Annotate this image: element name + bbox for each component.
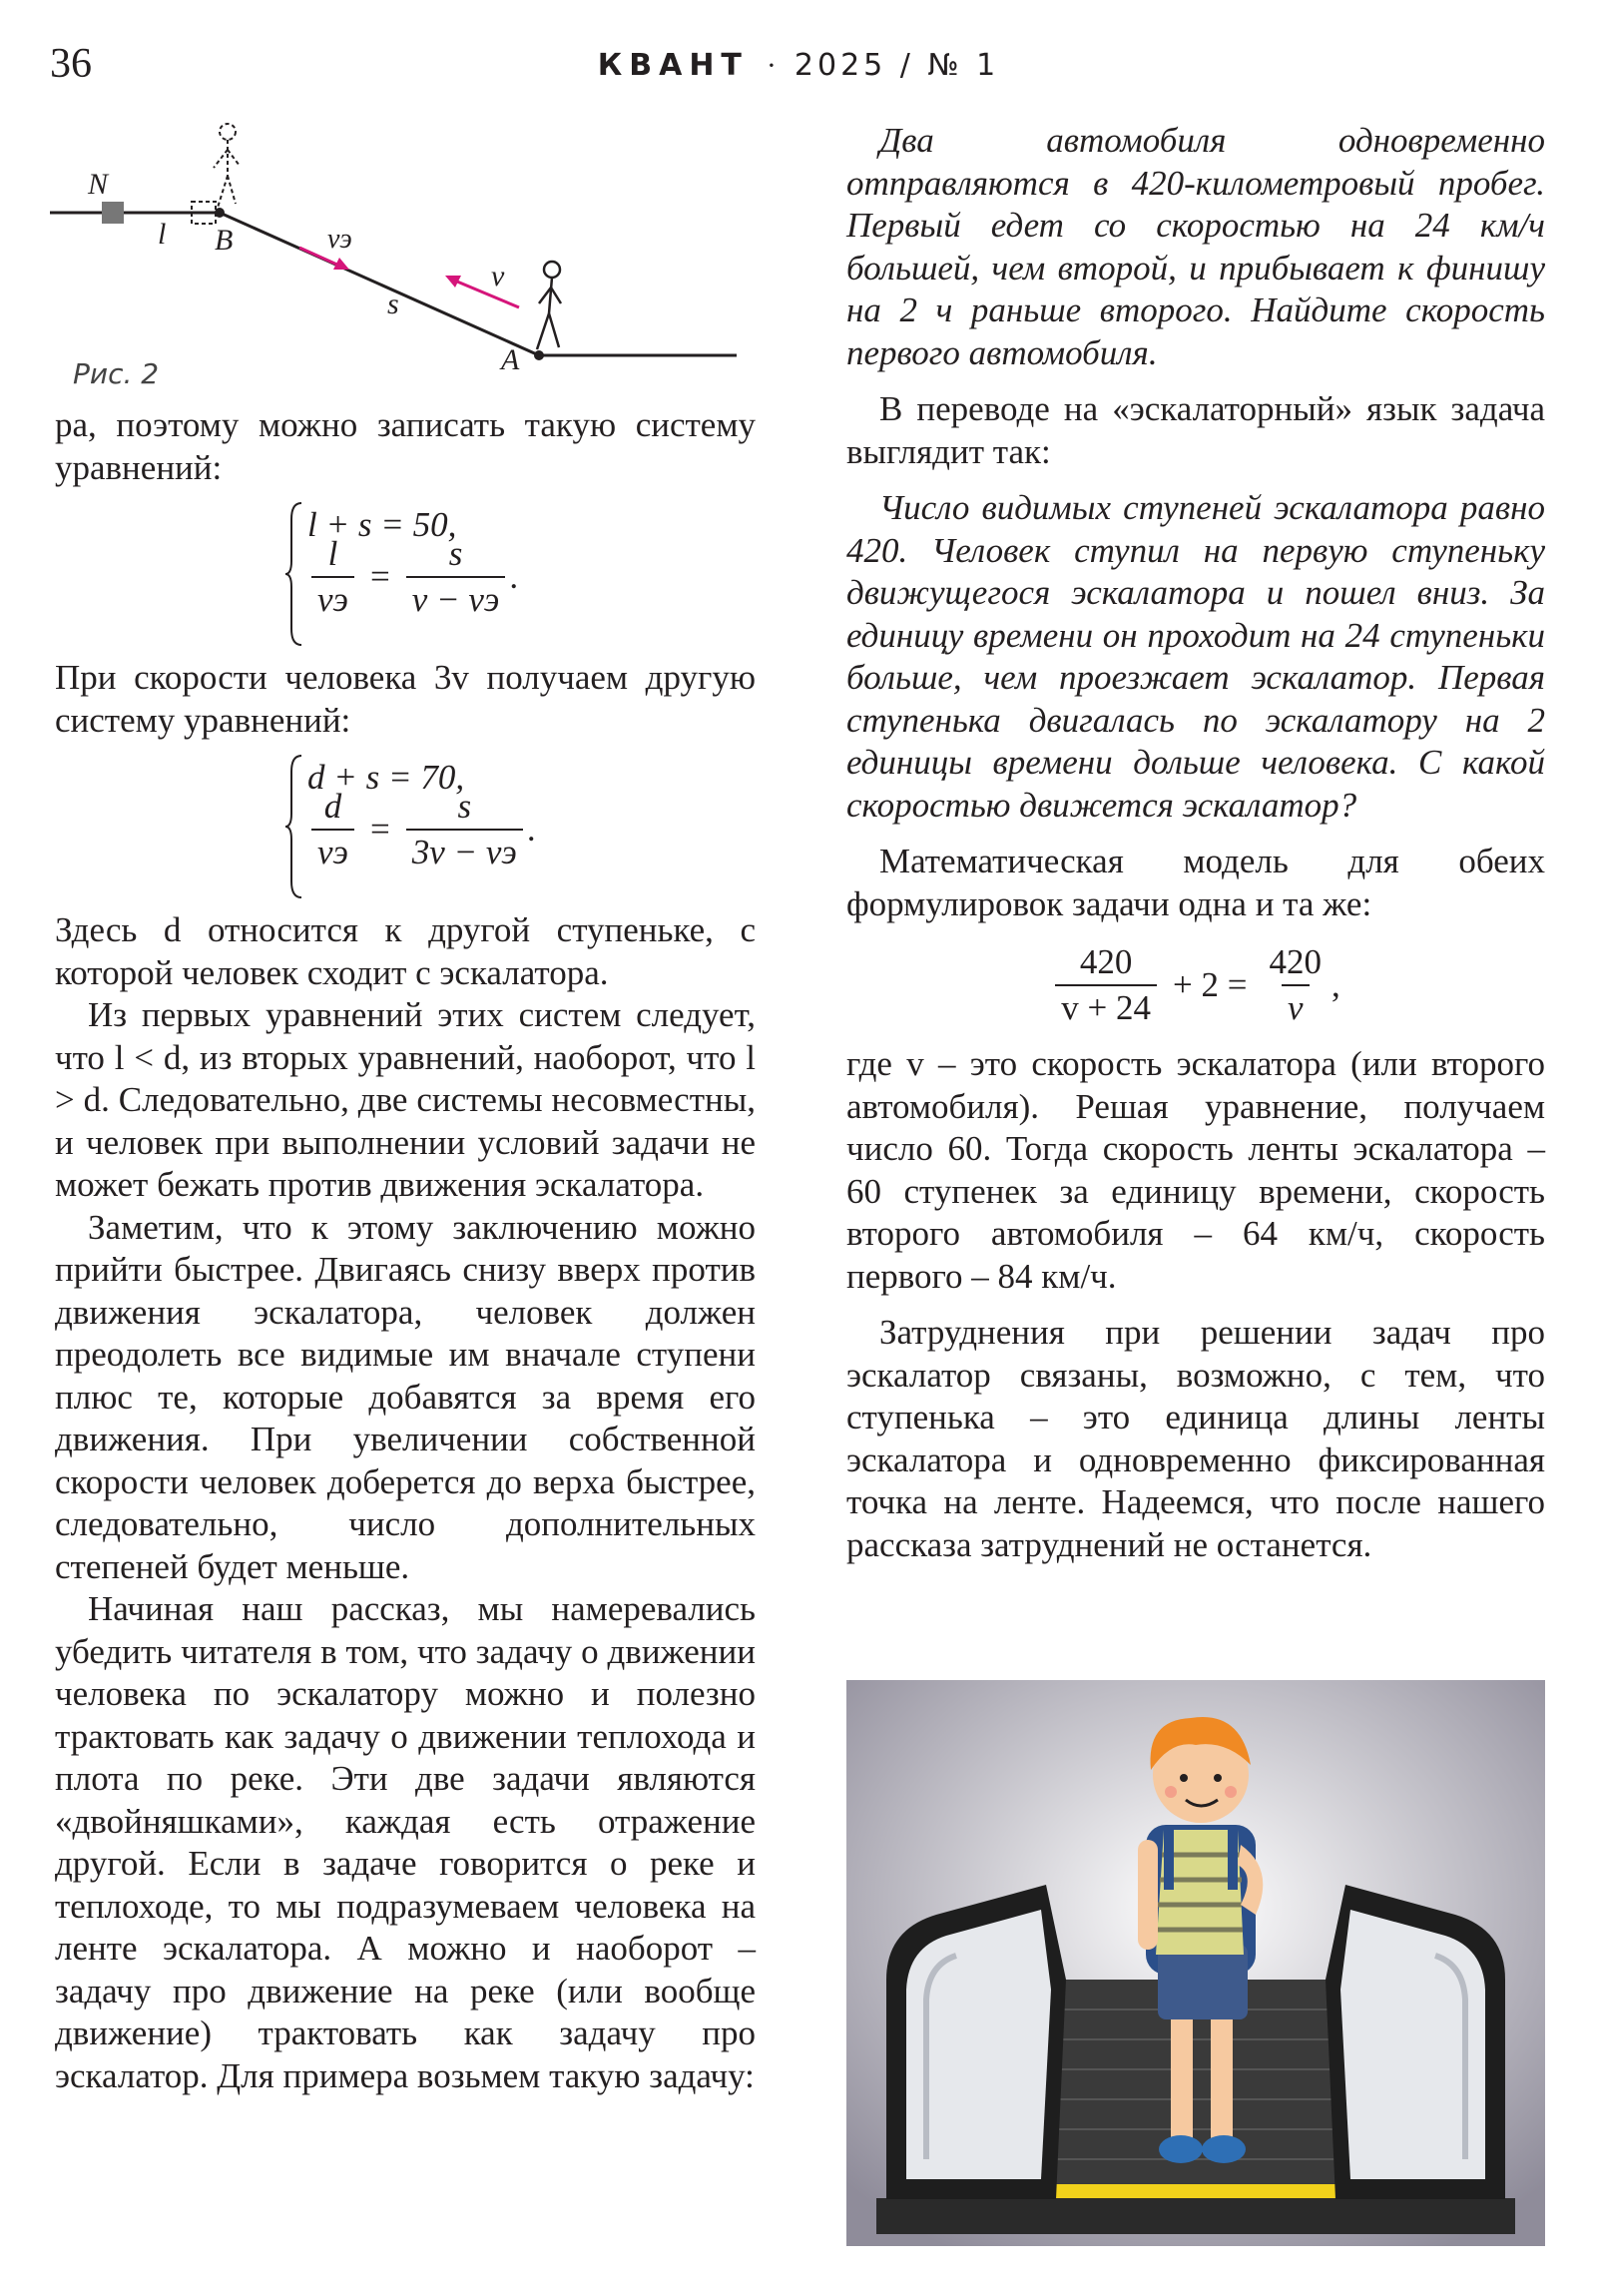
- landing-plate: [876, 2198, 1515, 2234]
- paragraph: Заметим, что к этому заключению можно прийти быстрее. Двигаясь снизу вверх против движения эскалатора, человек должен преодолеть все видимые им вначале ступени плюс те, которые добавятся за время его движения. При увеличении собственной скорости человек доберется до верха быстрее, следовательно, число дополнительных степеней будет меньше.: [55, 1207, 756, 1586]
- equation-system-2: d + s = 70, $\frac{d}{vэ}$ = $\frac{s}{3v - vэ}$ .: [285, 752, 525, 901]
- paragraph: ра, поэтому можно записать такую систему уравнений:: [55, 405, 756, 487]
- escalator-boy-illustration: [846, 1680, 1545, 2246]
- escalator-problem-statement: Число видимых ступеней эскалатора равно 420. Человек ступил на первую ступеньку движущегося эскалатора и пошел вниз. За единицу времени он проходит на 24 ступеньки больше, чем проезжает эскалатор. Первая ступенька двигалась по эскалатору на 2 единицы времени дольше человека. С какой скоростью движется эскалатор?: [846, 488, 1545, 825]
- right-column: [846, 120, 1545, 1566]
- running-header: [0, 48, 1597, 83]
- fraction: $\frac{420}{v + 24}$: [1055, 940, 1157, 1030]
- step-box-n: [102, 202, 124, 224]
- magazine-title: КВАНТ: [597, 48, 749, 83]
- label-n: N: [88, 168, 109, 201]
- label-v-escalator: vэ: [327, 224, 352, 255]
- paragraph: где v – это скорость эскалатора (или второго автомобиля). Решая уравнение, получаем число 60. Тогда скорость ленты эскалатора – 60 ступенек за единицу времени, скорость второго автомобиля – 64 км/ч, скорость первого – 84 км/ч.: [846, 1044, 1545, 1296]
- fraction: $\frac{l}{vэ}$: [311, 532, 354, 622]
- fraction: $\frac{d}{vэ}$: [311, 785, 354, 874]
- fraction: $\frac{s}{v - vэ}$: [406, 532, 506, 622]
- figure-2-escalator-diagram: [50, 118, 749, 387]
- fraction: $\frac{s}{3v - vэ}$: [406, 785, 523, 874]
- equation-line: l + s = 50,: [307, 504, 457, 544]
- paragraph: При скорости человека 3v получаем другую систему уравнений:: [55, 658, 756, 740]
- equation-system-1: l + s = 50, $\frac{l}{vэ}$ = $\frac{s}{v - vэ}$ .: [285, 499, 525, 649]
- walking-person-icon: [537, 262, 561, 349]
- label-b: B: [215, 224, 234, 257]
- paragraph: Затруднения при решении задач про эскалатор связаны, возможно, с тем, что ступенька – это единица длины ленты эскалатора и одновременно фиксированная точка на ленте. Надеемся, что после нашего рассказа затруднений не останется.: [846, 1313, 1545, 1564]
- label-v: v: [491, 260, 505, 292]
- point-b: [215, 208, 225, 218]
- page-number: 36: [50, 41, 92, 87]
- header-separator: ·: [766, 49, 777, 82]
- brace-icon: [285, 499, 303, 649]
- paragraph: Из первых уравнений этих систем следует, что l < d, из вторых уравнений, наоборот, что l > d. Следовательно, две системы несовместны, и человек при выполнении условий задачи не может бежать против движения эскалатора.: [55, 995, 756, 1204]
- label-a: A: [501, 343, 520, 376]
- paragraph: Здесь d относится к другой ступеньке, с которой человек сходит с эскалатора.: [55, 910, 756, 992]
- dashed-person-icon: [214, 124, 240, 208]
- problem-statement: Два автомобиля одновременно отправляются в 420-километровый пробег. Первый едет со скоростью на 24 км/ч большей, чем второй, и прибывает к финишу на 2 ч раньше второго. Найдите скорость первого автомобиля.: [846, 121, 1545, 372]
- person-velocity-arrow: [445, 276, 519, 307]
- label-s: s: [387, 287, 399, 320]
- issue-number: 2025 / № 1: [794, 48, 1000, 83]
- equation-line: d + s = 70,: [307, 757, 465, 797]
- brace-icon: [285, 752, 303, 901]
- figure-caption: Рис. 2: [73, 357, 160, 390]
- paragraph: В переводе на «эскалаторный» язык задача выглядит так:: [846, 389, 1545, 471]
- point-a: [534, 350, 544, 360]
- left-column: [55, 404, 756, 2097]
- paragraph: Математическая модель для обеих формулировок задачи одна и та же:: [846, 842, 1545, 923]
- paragraph: Начиная наш рассказ, мы намеревались убедить читателя в том, что задачу о движении человека по эскалатору можно и полезно трактовать как задачу о движении теплохода и плота по реке. Эти две задачи являются «двойняшками», каждая есть отражение другой. Если в задаче говорится о реке и теплоходе, то мы подразумеваем человека на ленте эскалатора. А можно и наоборот – задачу про движение на реке (или вообще движение) трактовать как задачу про эскалатор. Для примера возьмем такую задачу:: [55, 1589, 756, 2095]
- main-equation: $\frac{420}{v + 24}$ + 2 = $\frac{420}{v}$ ,: [846, 935, 1545, 1035]
- fraction: $\frac{420}{v}$: [1263, 940, 1328, 1030]
- label-l: l: [158, 218, 167, 251]
